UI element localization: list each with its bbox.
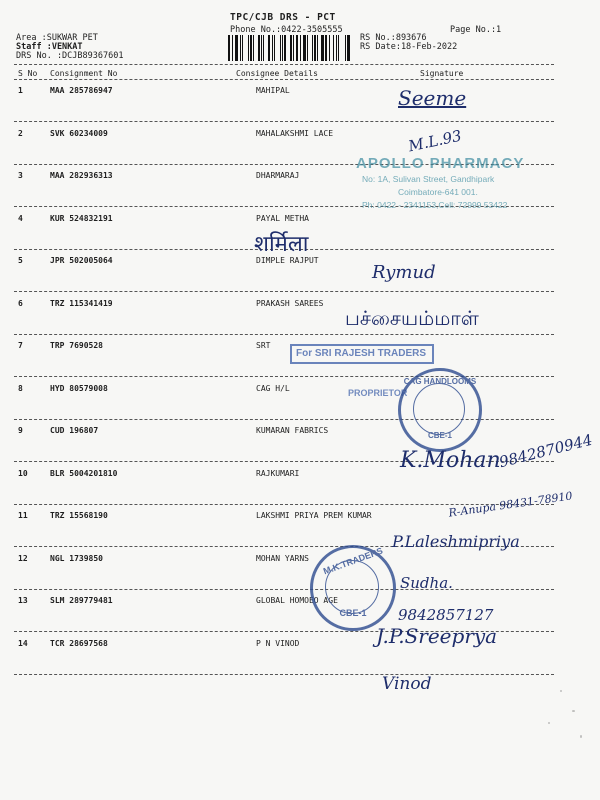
row-serial-number: 7 <box>18 341 23 350</box>
row-consignee-name: MAHALAKSHMI LACE <box>256 128 334 138</box>
barcode-bar <box>248 35 249 61</box>
barcode-bar <box>284 35 286 61</box>
rajesh-traders-stamp: For SRI RAJESH TRADERS <box>290 344 434 364</box>
row-consignee-name: GLOBAL HOMOEO AGE <box>256 596 338 605</box>
barcode-bar <box>263 35 264 61</box>
barcode-bar <box>317 35 318 61</box>
row-serial-number: 13 <box>18 596 28 605</box>
row-consignment-number: MAA 285786947 <box>50 86 113 95</box>
mk-traders-seal: M.K.TRADERS CBE-1 <box>310 545 396 631</box>
barcode-bar <box>293 35 294 61</box>
proprietor-label: PROPRIETOR <box>348 388 408 398</box>
row-consignment-number: JPR 502005064 <box>50 256 113 265</box>
barcode-bar <box>253 35 254 61</box>
row-serial-number: 9 <box>18 426 23 435</box>
barcode-bar <box>282 35 284 61</box>
column-header-consignee: Consignee Details <box>236 69 318 78</box>
area-field: Area :SUKWAR PET <box>16 33 98 43</box>
signature-row-9: K.Mohan <box>400 448 501 473</box>
row-consignment-number: SLM 289779481 <box>50 596 113 605</box>
row-serial-number: 5 <box>18 256 23 265</box>
row-consignee-name: MAHIPAL <box>256 86 290 95</box>
row-consignment-number: TCR 28697568 <box>50 638 108 648</box>
barcode-bar <box>300 35 301 61</box>
scan-speck <box>560 690 562 692</box>
barcode-bar <box>228 35 230 61</box>
signature-row-4: शर्मिला <box>254 232 309 257</box>
signature-row-5: Rymud <box>372 262 436 283</box>
scan-speck <box>548 722 550 724</box>
signature-row-13: J.P.Sreeprya <box>376 624 498 648</box>
row-serial-number: 11 <box>18 511 28 520</box>
row-serial-number: 4 <box>18 213 23 223</box>
barcode-bar <box>345 35 346 61</box>
barcode-bar <box>347 35 348 61</box>
barcode-bar <box>235 35 237 61</box>
row-consignee-name: KUMARAN FABRICS <box>256 426 329 435</box>
row-consignment-number: TRZ 115341419 <box>50 298 113 308</box>
column-header-sno: S No <box>18 69 38 78</box>
barcode-bar <box>329 35 330 61</box>
barcode-bar <box>268 35 270 61</box>
row-serial-number: 3 <box>18 171 23 180</box>
barcode-bar <box>288 35 289 61</box>
row-consignment-number: BLR 5004201810 <box>50 468 118 478</box>
barcode-bar <box>232 35 233 61</box>
barcode-bar <box>250 35 252 61</box>
barcode-bar <box>258 35 260 61</box>
row-divider <box>14 589 554 590</box>
row-consignment-number: NGL 1739850 <box>50 553 103 563</box>
barcode-bar <box>299 35 300 61</box>
row-consignee-name: CAG H/L <box>256 383 290 393</box>
barcode-bar <box>312 35 313 61</box>
signature-row-14: Vinod <box>382 674 432 694</box>
apollo-stamp-phone: Ph: 0422 - 2341153,Cell: 72999 53422 <box>362 200 508 210</box>
signature-row-1: Seeme <box>398 86 467 110</box>
page-number: Page No.:1 <box>450 25 502 35</box>
apollo-stamp-city: Coimbatore-641 001. <box>398 187 478 197</box>
barcode-bar <box>307 35 309 61</box>
row-consignee-name: DHARMARAJ <box>256 171 300 180</box>
row-consignee-name: P N VINOD <box>256 638 300 648</box>
barcode-bar <box>261 35 262 61</box>
barcode-bar <box>333 35 334 61</box>
barcode-bar <box>274 35 275 61</box>
sheet-title: TPC/CJB DRS - PCT <box>230 12 336 23</box>
staff-field: Staff :VENKAT <box>16 42 83 52</box>
barcode-bar <box>321 35 323 61</box>
barcode-bar <box>348 35 350 61</box>
barcode-bar <box>280 35 281 61</box>
cag-handlooms-seal: CAG HANDLOOMS CBE-1 <box>398 368 482 452</box>
signature-row-12: Sudha. <box>400 574 453 592</box>
row-serial-number: 6 <box>18 298 23 308</box>
barcode-bar <box>265 35 267 61</box>
row-consignee-name: PAYAL METHA <box>256 213 309 223</box>
row-consignee-name: DIMPLE RAJPUT <box>256 256 319 265</box>
barcode <box>228 35 352 61</box>
rs-date: RS Date:18-Feb-2022 <box>360 42 458 52</box>
barcode-bar <box>242 35 244 61</box>
barcode-bar <box>290 35 292 61</box>
barcode-bar <box>244 35 246 61</box>
row-serial-number: 1 <box>18 86 23 95</box>
rs-number: RS No.:893676 <box>360 33 427 43</box>
row-divider <box>14 674 554 675</box>
header-divider-top <box>14 64 554 65</box>
row-consignment-number: HYD 80579008 <box>50 383 108 393</box>
drs-number: DRS No. :DCJB89367601 <box>16 51 124 61</box>
row-consignment-number: SVK 60234009 <box>50 128 108 138</box>
row-consignee-name: PRAKASH SAREES <box>256 298 324 308</box>
signature-row-11: P.Laleshmipriya <box>392 532 520 551</box>
row-serial-number: 10 <box>18 468 28 478</box>
barcode-bar <box>256 35 257 61</box>
column-header-signature: Signature <box>420 69 464 78</box>
row-consignment-number: KUR 524832191 <box>50 213 113 223</box>
row-serial-number: 14 <box>18 638 28 648</box>
row-consignment-number: CUD 196807 <box>50 426 99 435</box>
row-consignment-number: TRP 7690528 <box>50 341 103 350</box>
row-consignment-number: MAA 282936313 <box>50 171 113 180</box>
scan-speck <box>580 735 582 738</box>
barcode-bar <box>336 35 337 61</box>
scan-speck <box>572 710 575 712</box>
row-consignee-name: RAJKUMARI <box>256 468 300 478</box>
barcode-bar <box>325 35 327 61</box>
barcode-bar <box>338 35 340 61</box>
barcode-bar <box>309 35 310 61</box>
row-divider <box>14 291 554 292</box>
barcode-bar <box>240 35 241 61</box>
barcode-bar <box>272 35 273 61</box>
barcode-bar <box>303 35 305 61</box>
row-consignee-name: LAKSHMI PRIYA PREM KUMAR <box>256 511 372 520</box>
signature-row-13-phone: 9842857127 <box>398 606 494 624</box>
row-consignee-name: MOHAN YARNS <box>256 553 309 563</box>
signature-row-9-phone: 9842870944 <box>497 430 595 472</box>
column-header-consignment: Consignment No <box>50 69 118 78</box>
barcode-bar <box>330 35 332 61</box>
apollo-stamp-address: No: 1A, Sulivan Street, Gandhipark <box>362 174 495 184</box>
barcode-bar <box>276 35 278 61</box>
signature-row-10-note: R-Anupa 98431-78910 <box>447 489 574 520</box>
barcode-bar <box>233 35 234 61</box>
barcode-bar <box>340 35 342 61</box>
row-divider <box>14 121 554 122</box>
apollo-stamp-name: APOLLO PHARMACY <box>356 155 525 172</box>
barcode-bar <box>296 35 298 61</box>
row-divider <box>14 334 554 335</box>
row-consignment-number: TRZ 15568190 <box>50 511 108 520</box>
signature-row-2: M.L.93 <box>406 126 464 156</box>
header-divider-bottom <box>14 79 554 80</box>
barcode-bar <box>314 35 316 61</box>
row-consignee-name: SRT <box>256 341 271 350</box>
barcode-bar <box>320 35 321 61</box>
row-serial-number: 12 <box>18 553 28 563</box>
row-serial-number: 2 <box>18 128 23 138</box>
phone-number: Phone No.:0422-3505555 <box>230 25 343 35</box>
signature-row-6: பச்சையம்மாள் <box>345 306 479 330</box>
row-serial-number: 8 <box>18 383 23 393</box>
